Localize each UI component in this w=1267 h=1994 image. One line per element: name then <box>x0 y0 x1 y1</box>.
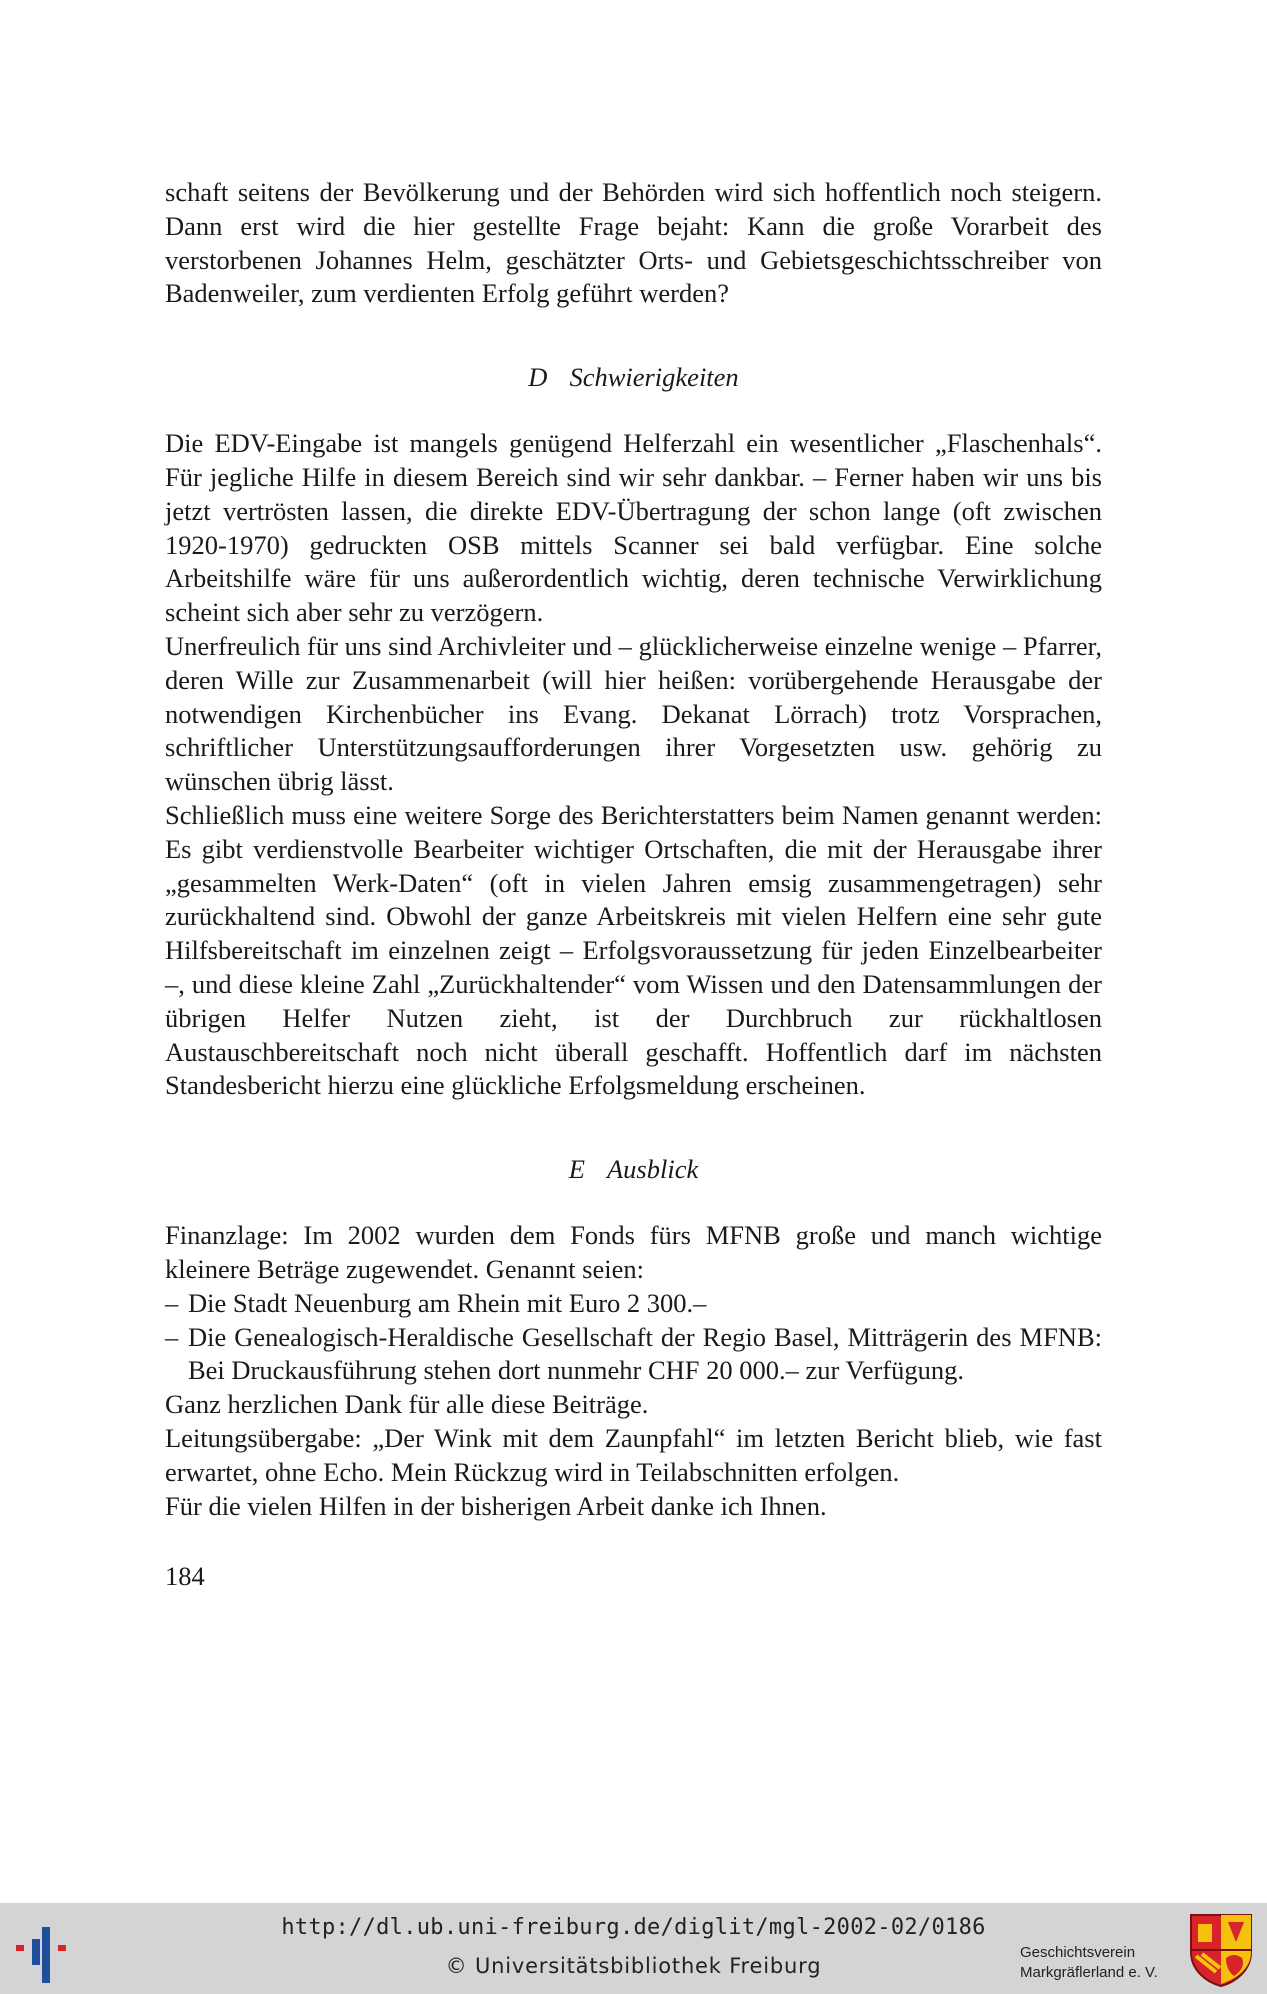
intro-paragraph: schaft seitens der Bevölkerung und der Behörden wird sich hoffentlich noch steigern. Dann erst wird die hier gestellte Frage bejaht: Kann die große Vorarbeit des verstorbenen Johannes Helm, geschätzter Orts- und Gebietsgeschichtsschreiber von Badenweiler, zum verdienten Erfolg geführt werden? <box>165 177 1102 309</box>
section-e-letter: E <box>568 1154 585 1185</box>
document-page <box>165 176 1102 1593</box>
list-item-text: Die Genealogisch-Heraldische Gesellschaft der Regio Basel, Mitträgerin des MFNB: Bei Druckausführung stehen dort nunmehr CHF 20 000.– zur Verfügung. <box>188 1321 1102 1386</box>
section-e-body <box>165 1219 1102 1523</box>
footer-bar <box>0 1903 1267 1994</box>
list-item-text: Die Stadt Neuenburg am Rhein mit Euro 2 300.– <box>188 1287 707 1318</box>
section-d-title: Schwierigkeiten <box>569 362 739 393</box>
list-dash: – <box>165 1287 179 1318</box>
footer-copyright: © Universitätsbibliothek Freiburg <box>445 1954 822 1978</box>
section-heading-e <box>165 1152 1102 1186</box>
section-d-letter: D <box>528 362 548 393</box>
society-name <box>1020 1943 1170 1983</box>
closing-paragraph: Ganz herzlichen Dank für alle diese Beiträge. <box>165 1389 649 1420</box>
list-item <box>165 1287 1102 1321</box>
section-e-title: Ausblick <box>606 1154 699 1185</box>
closing-paragraph: Leitungsübergabe: „Der Wink mit dem Zaunpfahl“ im letzten Bericht blieb, wie fast erwartet, ohne Echo. Mein Rückzug wird in Teilabschnitten erfolgen. <box>165 1422 1102 1487</box>
section-heading-d <box>165 360 1102 394</box>
section-d-body <box>165 427 1102 1103</box>
list-item <box>165 1321 1102 1389</box>
list-dash: – <box>165 1321 179 1352</box>
section-d-paragraph: Unerfreulich für uns sind Archivleiter und – glücklicherweise einzelne wenige – Pfarrer, deren Wille zur Zusammenarbeit (will hier heißen: vorübergehende Herausgabe der notwendigen Kirchenbücher ins Evang. Dekanat Lörrach) trotz Vorsprachen, schriftlicher Unterstützungsaufforderungen ihrer Vorgesetzten usw. gehörig zu wünschen übrig lässt. <box>165 630 1102 797</box>
section-d-paragraph: Die EDV-Eingabe ist mangels genügend Helferzahl ein wesentlicher „Flaschenhals“. Für jegliche Hilfe in diesem Bereich sind wir sehr dankbar. – Ferner haben wir uns bis jetzt vertrösten lassen, die direkte EDV-Übertragung der schon lange (oft zwischen 1920-1970) gedruckten OSB mittels Scanner sei bald verfügbar. Eine solche Arbeitshilfe wäre für uns außerordentlich wichtig, deren technische Verwirklichung scheint sich aber sehr zu verzögern. <box>165 428 1102 628</box>
closing-paragraph: Für die vielen Hilfen in der bisherigen Arbeit danke ich Ihnen. <box>165 1490 827 1521</box>
footer-url-link[interactable]: http://dl.ub.uni-freiburg.de/diglit/mgl-2002-02/0186 <box>281 1915 986 1940</box>
section-d-paragraph: Schließlich muss eine weitere Sorge des Berichterstatters beim Namen genannt werden: Es gibt verdienstvolle Bearbeiter wichtiger Ortschaften, die mit der Herausgabe ihrer „gesammelten Werk-Daten“ (oft in vielen Jahren emsig zusammengetragen) sehr zurückhaltend sind. Obwohl der ganze Arbeitskreis mit vielen Helfern eine sehr gute Hilfsbereitschaft im einzelnen zeigt – Erfolgsvoraussetzung für jeden Einzelbearbeiter –, und diese kleine Zahl „Zurückhaltender“ vom Wissen und den Datensammlungen der übrigen Helfer Nutzen zieht, ist der Durchbruch zur rückhaltlosen Austauschbereitschaft noch nicht überall geschafft. Hoffentlich darf im nächsten Standesbericht hierzu eine glückliche Erfolgsmeldung erscheinen. <box>165 799 1102 1101</box>
society-name-line: Markgräflerland e. V. <box>1020 1964 1158 1981</box>
coat-of-arms-icon[interactable] <box>1188 1912 1254 1988</box>
finance-paragraph: Finanzlage: Im 2002 wurden dem Fonds fürs MFNB große und manch wichtige kleinere Beträge zugewendet. Genannt seien: <box>165 1220 1102 1284</box>
society-name-line: Geschichtsverein <box>1020 1944 1136 1961</box>
page-number: 184 <box>165 1561 205 1592</box>
